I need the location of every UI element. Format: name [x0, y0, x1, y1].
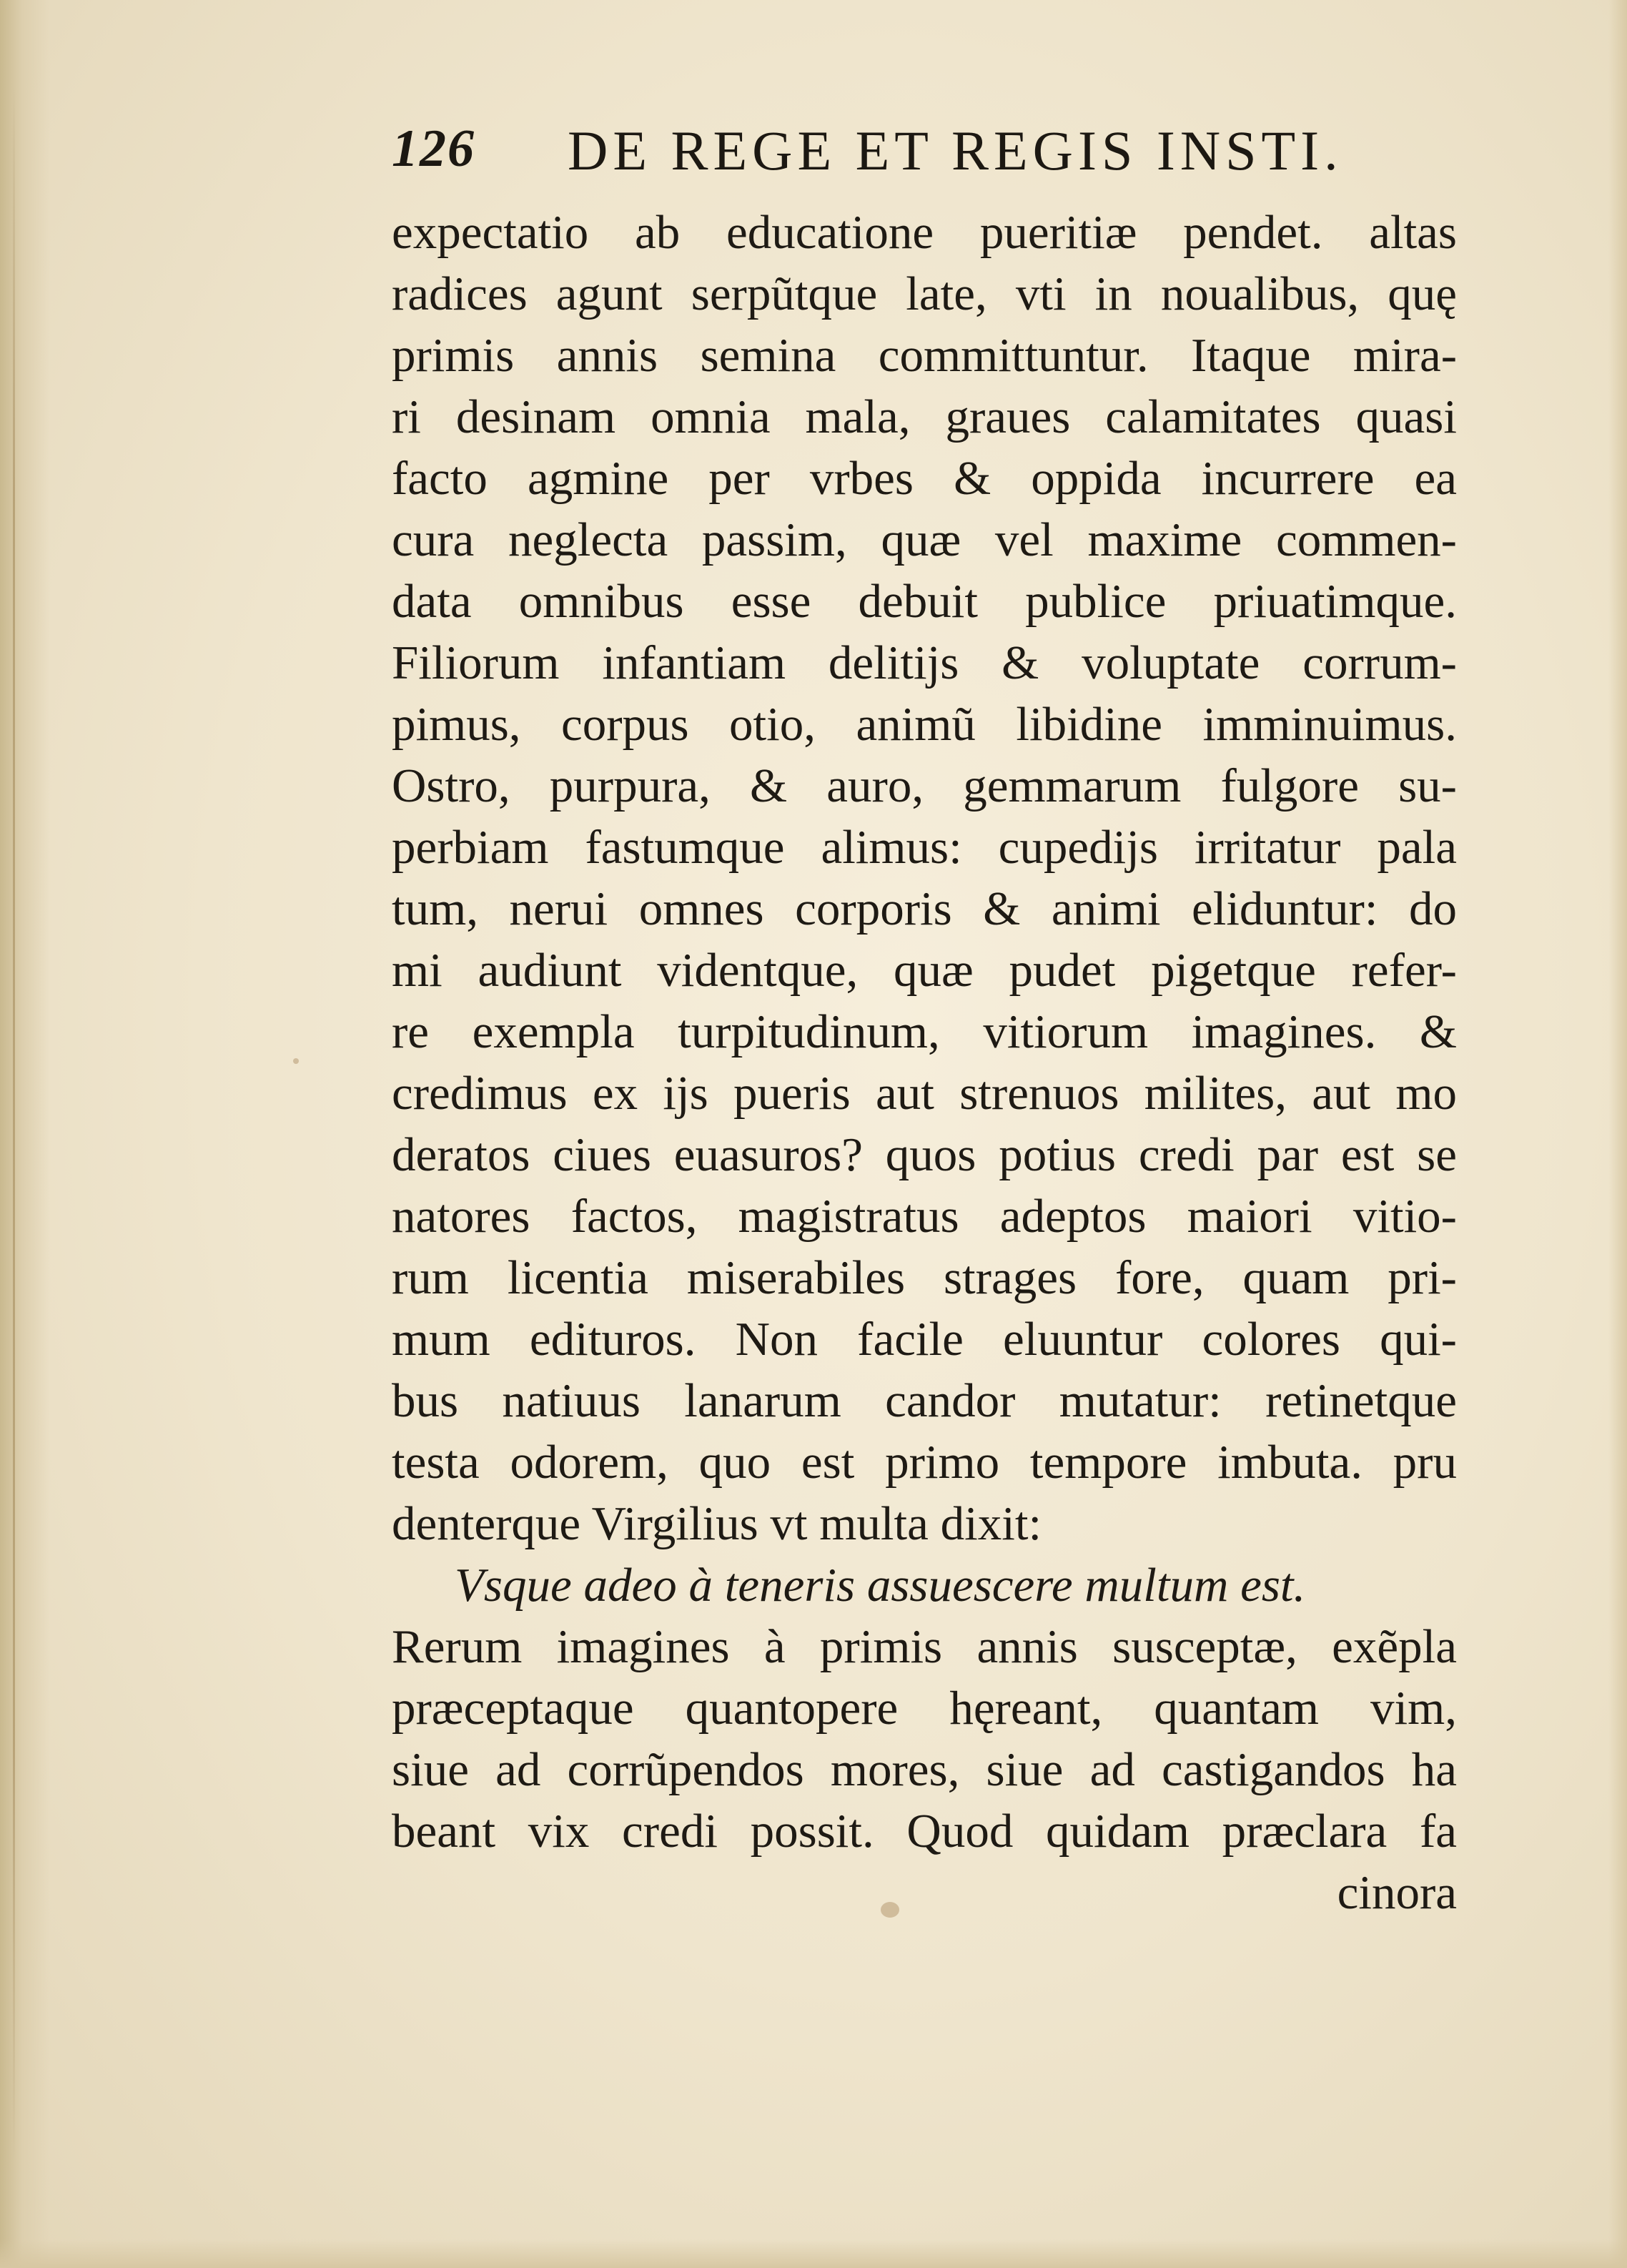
text-line: mum edituros. Non facile eluuntur colores qui- — [392, 1313, 1457, 1366]
text-line: bus natiuus lanarum candor mutatur: retinetque — [392, 1374, 1457, 1427]
verse-quotation: Vsque adeo à teneris assuescere multum est. — [455, 1559, 1306, 1612]
text-line: tum, nerui omnes corporis & animi eliduntur: do — [392, 882, 1457, 935]
page-edge-right — [1608, 0, 1627, 2268]
text-line: testa odorem, quo est primo tempore imbuta. pru — [392, 1436, 1457, 1489]
text-line: denterque Virgilius vt multa dixit: — [392, 1497, 1042, 1550]
foxing-spot — [293, 1058, 299, 1064]
text-line: mi audiunt videntque, quæ pudet pigetque refer- — [392, 944, 1457, 997]
text-line: primis annis semina committuntur. Itaque mira- — [392, 329, 1457, 382]
text-line: rum licentia miserabiles strages fore, quam pri- — [392, 1251, 1457, 1304]
body-text — [392, 202, 1457, 1923]
text-line: Rerum imagines à primis annis susceptæ, exẽpla — [392, 1620, 1457, 1673]
text-line: expectatio ab educatione pueritiæ pendet. altas — [392, 206, 1457, 259]
running-head — [392, 119, 1485, 190]
text-line: præceptaque quantopere hęreant, quantam vim, — [392, 1682, 1457, 1735]
text-line: radices agunt serpũtque late, vti in noualibus, quę — [392, 267, 1457, 320]
text-line: facto agmine per vrbes & oppida incurrere ea — [392, 452, 1457, 505]
text-line: perbiam fastumque alimus: cupedijs irritatur pala — [392, 821, 1457, 874]
text-line: natores factos, magistratus adeptos maiori vitio- — [392, 1190, 1457, 1243]
text-line: credimus ex ijs pueris aut strenuos milites, aut mo — [392, 1067, 1457, 1120]
text-line: deratos ciues euasuros? quos potius credi par est se — [392, 1128, 1457, 1181]
gutter-fold — [13, 86, 15, 2159]
text-line: beant vix credi possit. Quod quidam præclara fa — [392, 1805, 1457, 1858]
text-line: pimus, corpus otio, animũ libidine imminuimus. — [392, 698, 1457, 751]
text-line: Filiorum infantiam delitijs & voluptate corrum- — [392, 636, 1457, 689]
text-line: ri desinam omnia mala, graues calamitates quasi — [392, 390, 1457, 443]
catchword: cinora — [1337, 1866, 1457, 1919]
page-edge-bottom — [0, 2239, 1627, 2268]
page-number: 126 — [392, 119, 475, 178]
text-line: siue ad corrũpendos mores, siue ad castigandos ha — [392, 1743, 1457, 1796]
text-line: cura neglecta passim, quæ vel maxime commen- — [392, 513, 1457, 566]
text-line: Ostro, purpura, & auro, gemmarum fulgore su- — [392, 759, 1457, 812]
text-line: re exempla turpitudinum, vitiorum imagines. & — [392, 1005, 1457, 1058]
text-line: data omnibus esse debuit publice priuatimque. — [392, 575, 1457, 628]
running-title: DE REGE ET REGIS INSTI. — [568, 119, 1343, 182]
gutter-shadow — [0, 0, 50, 2268]
